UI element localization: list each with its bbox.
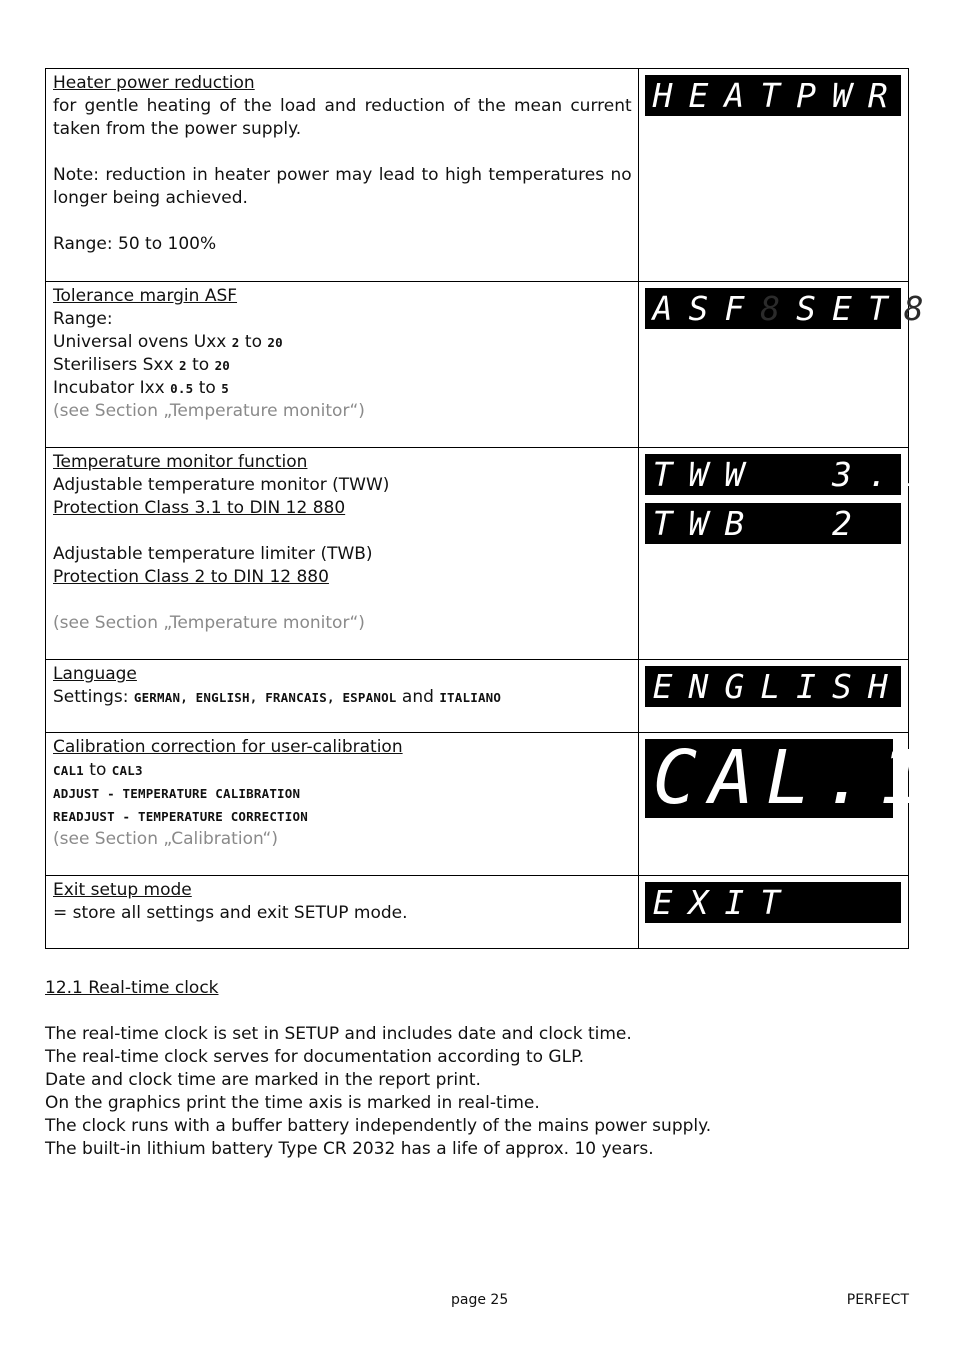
see-section-text: (see Section „Calibration“) (53, 829, 278, 849)
row-heading: Language (53, 664, 137, 684)
lcd-display-large: CAL.1 (645, 739, 893, 818)
range-prefix: Sterilisers Sxx (53, 355, 179, 375)
display-cell (638, 876, 908, 949)
language-option-last: ITALIANO (439, 690, 502, 705)
lcd-text-b: SET (796, 289, 904, 328)
see-section-text: (see Section „Temperature monitor“) (53, 401, 365, 421)
display-cell (638, 448, 940, 660)
range-prefix: Incubator Ixx (53, 378, 171, 398)
lcd-display: EXIT (645, 882, 901, 923)
description-cell (46, 69, 639, 282)
section-title: 12.1 Real-time clock (45, 978, 219, 998)
range-to-word: to (193, 378, 222, 398)
description-text: Adjustable temperature limiter (TWB) (53, 544, 373, 564)
and-word: and (396, 687, 440, 707)
description-cell (46, 876, 639, 949)
cal-to-word: to (83, 760, 112, 780)
paragraph-line: On the graphics print the time axis is marked in real-time. (45, 1093, 540, 1113)
setup-parameter-table (45, 68, 940, 949)
range-text: Range: 50 to 100% (53, 234, 217, 254)
paragraph-line: The built-in lithium battery Type CR 2032 has a life of approx. 10 years. (45, 1139, 654, 1159)
description-cell (46, 660, 639, 733)
lcd-display (645, 288, 940, 329)
range-line-sterilisers (53, 354, 632, 377)
row-heading: Exit setup mode (53, 880, 192, 900)
description-text: = store all settings and exit SETUP mode. (53, 903, 408, 923)
table-row (46, 69, 909, 282)
display-cell (638, 733, 936, 876)
description-cell (46, 282, 639, 448)
range-label: Range: (53, 309, 113, 329)
cal-from: CAL1 (53, 763, 84, 778)
range-line-universal (53, 331, 632, 354)
row-heading: Heater power reduction (53, 73, 255, 93)
range-to-word: to (186, 355, 215, 375)
description-cell (46, 448, 639, 660)
lcd-display: HEATPWR (645, 75, 901, 116)
display-cell (638, 282, 940, 448)
lcd-display: ENGLISH (645, 666, 901, 707)
description-text: Adjustable temperature monitor (TWW) (53, 475, 390, 495)
display-cell (638, 69, 908, 282)
cal-end: CAL3 (111, 763, 143, 778)
lcd-text-a: ASF (652, 289, 761, 328)
display-cell (638, 660, 908, 733)
table-row (46, 660, 909, 733)
language-settings (53, 686, 632, 709)
paragraph-line: The real-time clock serves for documentation according to GLP. (45, 1047, 585, 1067)
lcd-segment-blank: 8 (760, 289, 797, 328)
range-end: 5 (221, 381, 229, 396)
lcd-display-tww: TWW 3.1 (645, 454, 901, 495)
range-prefix: Universal ovens Uxx (53, 332, 232, 352)
range-from: 2 (231, 335, 240, 350)
range-line-incubator (53, 377, 632, 400)
page-number: page 25 (451, 1292, 509, 1308)
adjust-text: ADJUST - TEMPERATURE CALIBRATION (53, 786, 301, 801)
row-heading: Calibration correction for user-calibration (53, 737, 403, 757)
range-from: 2 (178, 358, 187, 373)
range-to-word: to (239, 332, 268, 352)
paragraph-line: The real-time clock is set in SETUP and includes date and clock time. (45, 1024, 632, 1044)
description-text: for gentle heating of the load and reduction of the mean current taken from the power supply. (53, 96, 632, 139)
cal-range (53, 759, 632, 782)
row-heading: Tolerance margin ASF (53, 286, 238, 306)
range-end: 20 (214, 358, 231, 373)
table-row (46, 448, 909, 660)
protection-class-text: Protection Class 2 to DIN 12 880 (53, 567, 329, 587)
see-section-text: (see Section „Temperature monitor“) (53, 613, 365, 633)
footer-brand: PERFECT (846, 1292, 909, 1308)
description-cell (46, 733, 639, 876)
note-text: Note: reduction in heater power may lead to high temperatures no longer being achieved. (53, 165, 632, 208)
table-row (46, 733, 909, 876)
real-time-clock-section (45, 977, 909, 1161)
language-options: GERMAN, ENGLISH, FRANCAIS, ESPANOL (133, 690, 397, 705)
table-row (46, 876, 909, 949)
readjust-text: READJUST - TEMPERATURE CORRECTION (53, 809, 308, 824)
lcd-segment-blank: 8 (903, 289, 940, 328)
table-row (46, 282, 909, 448)
protection-class-text: Protection Class 3.1 to DIN 12 880 (53, 498, 346, 518)
settings-label: Settings: (53, 687, 134, 707)
paragraph-line: Date and clock time are marked in the report print. (45, 1070, 481, 1090)
range-from: 0.5 (170, 381, 194, 396)
paragraph-line: The clock runs with a buffer battery independently of the mains power supply. (45, 1116, 712, 1136)
row-heading: Temperature monitor function (53, 452, 308, 472)
lcd-display-twb: TWB 2 (645, 503, 901, 544)
range-end: 20 (267, 335, 283, 350)
